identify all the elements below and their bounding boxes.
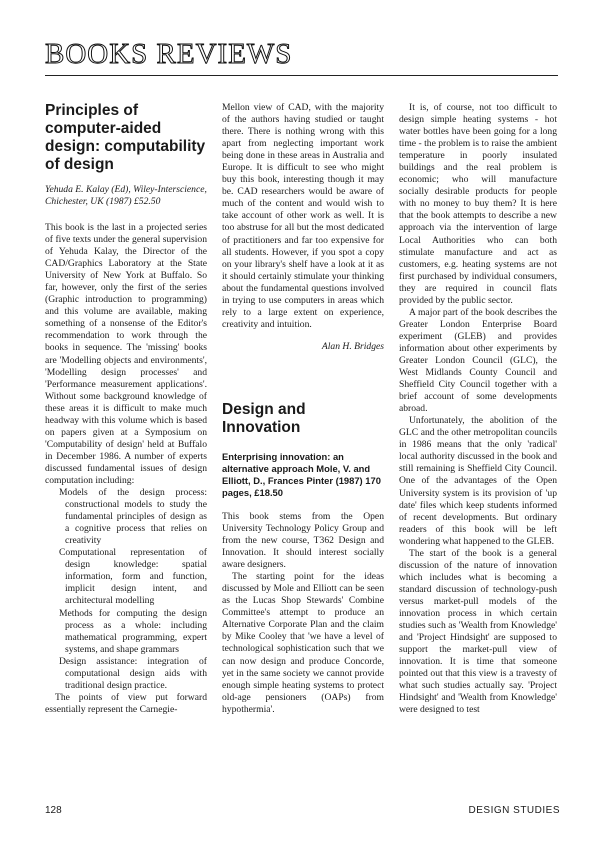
list-item: Design assistance: integration of computational design aids with traditional design practice. bbox=[59, 655, 207, 691]
column-3 bbox=[399, 102, 557, 716]
list-item: Computational representation of design knowledge: spatial information, form and function, implicit design intent, and architectural modelling bbox=[59, 547, 207, 607]
review2-title: Design and Innovation bbox=[222, 400, 306, 436]
review2-byline: Enterprising innovation: an alternative approach Mole, V. and Elliott, D., Frances Pinter (1987) 170 pages, £18.50 bbox=[222, 450, 381, 498]
title-rule bbox=[45, 75, 558, 76]
review1-title: Principles of computer-aided design: computability of design bbox=[45, 102, 206, 173]
journal-name: DESIGN STUDIES bbox=[468, 805, 560, 816]
reviewer-signature: Alan H. Bridges bbox=[321, 340, 384, 352]
review1-paragraph: This book is the last in a projected series of five texts under the general supervision of Yehuda Kalay, the Director of the CAD/Graphics Laboratory at the State University of New York at Buffalo. So far, however, only the first of the series (Graphic introduction to programming) and this volume are available, making something of a nonsense of the Editor's recommendation to work through the books in sequence. The 'missing' books are 'Modelling objects and environments', 'Modelling design processes' and 'Performance measurement applications'. Without some background knowledge of these areas it is difficult to make much headway with this volume which is based on papers given at a Symposium on 'Computability of design' held at Buffalo in December 1986. A number of experts discussed fundamental issues of design computation including: bbox=[45, 222, 207, 486]
review1-topic-list bbox=[45, 487, 207, 692]
review1-paragraph: Mellon view of CAD, with the majority of the authors having studied or taught there. There is nothing wrong with this apart from neglecting important work being done in these areas in Australia and Europe. It is difficult to see who might buy this book, interesting though it may be. CAD researchers would be aware of much of the content and would wish to take account of other work as well. It is too abstruse for all but the most dedicated of practitioners and far too expensive for all students. However, if you spot a copy on your library's shelf have a look at it as it should certainly stimulate your thinking about the fundamental questions involved in trying to use computers in areas which rely to a large extent on experience, creativity and intuition. bbox=[222, 102, 384, 330]
list-item: Methods for computing the design process as a whole: including mathematical programming, expert systems, and shape grammars bbox=[59, 607, 207, 655]
review2-paragraph: This book stems from the Open University Technology Policy Group and from the new course, T362 Design and Innovation. It should interest socially aware designers. bbox=[222, 510, 384, 571]
page-number: 128 bbox=[45, 805, 62, 816]
review2-paragraph: Unfortunately, the abolition of the GLC and the other metropolitan councils in 1986 means that the only 'radical' local authority discussed in the book and still remaining is Sheffield City Council. One of the advantages of the Open University system is its provision of 'up date' files which keep students informed of recent developments. But ordinary readers of this book will be left wondering what happened to the GLEB. bbox=[399, 415, 557, 547]
review2-paragraph: The starting point for the ideas discussed by Mole and Elliott can be seen as the Lucas Shop Stewards' Combine Committee's attempt to produce an Alternative Corporate Plan and the claim by Mike Cooley that 'we have a level of technological sophistication such that we can now design and produce Concorde, yet in the same society we cannot provide enough simple heating systems to protect old-age pensioners (OAPs) from hypothermia'. bbox=[222, 571, 384, 715]
list-item: Models of the design process: constructional models to study the fundamental principles of design as a cognitive process that relies on creativity bbox=[59, 487, 207, 547]
column-1 bbox=[45, 102, 207, 716]
review2-paragraph: It is, of course, not too difficult to design simple heating systems - hot water bottles have been going for a long time - the problem is to raise the ambient temperature in poorly insulated buildings and the real problem is economic; who will manufacture socially desirable products for people with no money to buy them? It is here that the book attempts to describe a new approach via the intervention of large Local Authorities who can both stimulate manufacture and act as customers, e.g. heating systems are not first purchased by individual consumers, they are required in council flats provided by the public sector. bbox=[399, 102, 557, 306]
section-title: BOOKS REVIEWS bbox=[45, 38, 293, 70]
review1-paragraph: The points of view put forward essentially represent the Carnegie- bbox=[45, 691, 207, 715]
review1-byline: Yehuda E. Kalay (Ed), Wiley-Interscience, Chichester, UK (1987) £52.50 bbox=[45, 184, 207, 207]
column-2 bbox=[222, 102, 384, 716]
review2-paragraph: A major part of the book describes the Greater London Enterprise Board experiment (GLEB) and provides information about other experiments by Greater London Council (GLC), the West Midlands County Council and Sheffield City Council together with a brief account of some developments abroad. bbox=[399, 306, 557, 415]
review2-paragraph: The start of the book is a general discussion of the nature of innovation which includes what is becoming a standard discussion of technology-push versus market-pull models of the innovation process in which certain studies such as 'Wealth from Knowledge' and 'Project Hindsight' are supposed to support the market-pull view of innovation. It is time that someone pointed out that this view is a travesty of what such studies actually say. 'Project Hindsight' and 'Wealth from Knowledge' were designed to test bbox=[399, 547, 557, 716]
